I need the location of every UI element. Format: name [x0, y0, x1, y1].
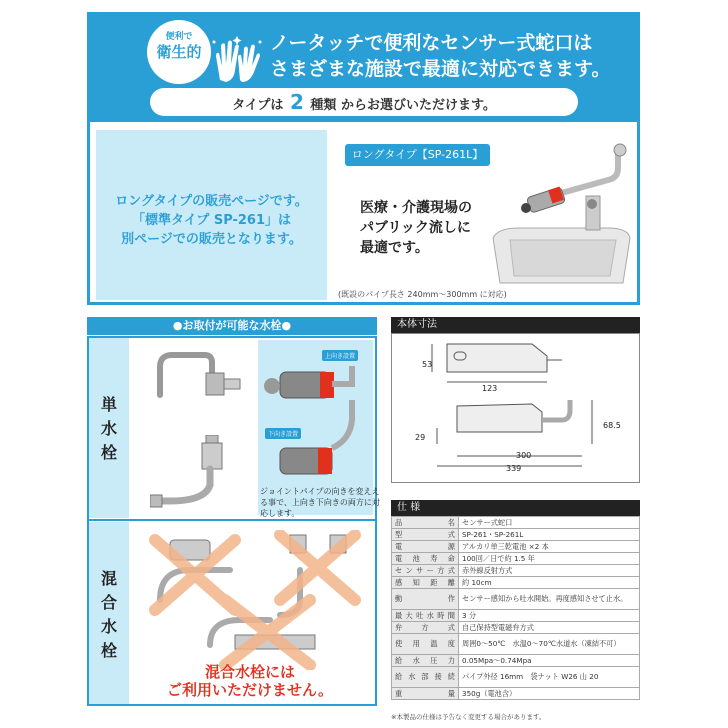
spec-row: [392, 517, 640, 529]
pill-before: タイプは: [232, 98, 284, 113]
spec-row: [392, 655, 640, 667]
hero-title-line1: ノータッチで便利なセンサー式蛇口は: [270, 32, 593, 54]
warn-line2: ご利用いただけません。: [167, 681, 333, 699]
spec-value: 350g（電池含）: [459, 688, 640, 700]
mixed-faucet-warning: [150, 663, 350, 699]
pill-after: 種類 からお選びいただけます。: [310, 98, 496, 113]
spec-value: 約 10cm: [459, 577, 640, 589]
spec-key: 品名: [392, 517, 459, 529]
down-mount-tag: 下向き設置: [265, 428, 301, 439]
dim-300: 300: [516, 451, 532, 460]
spec-row: [392, 541, 640, 553]
compatible-faucet-header: ●お取付が可能な水栓●: [87, 317, 377, 335]
dim-68-5: 68.5: [603, 421, 621, 430]
spec-value: 3 分: [459, 610, 640, 622]
badge-big-text: 衛生的: [156, 43, 202, 61]
warn-line1: 混合水栓には: [204, 663, 295, 681]
down-mount-illustration: [262, 400, 372, 485]
long-desc-line1: 医療・介護現場の: [360, 200, 472, 216]
spec-row: [392, 622, 640, 634]
mixed-faucet-illustration: [140, 530, 370, 670]
spec-row: [392, 634, 640, 655]
pill-number: 2: [289, 90, 304, 114]
spec-row: [392, 688, 640, 700]
spec-note: ※本製品の仕様は予告なく変更する場合があります。: [391, 713, 546, 721]
spec-table: [391, 516, 640, 700]
long-type-badge: ロングタイプ【SP-261L】: [345, 144, 490, 166]
spec-row: [392, 565, 640, 577]
spec-row: [392, 589, 640, 610]
long-type-description: [360, 198, 472, 258]
single-faucet-text: 単水栓: [100, 395, 117, 462]
spec-key: 感知距離: [392, 577, 459, 589]
spec-value: 赤外線反射方式: [459, 565, 640, 577]
spec-header: 仕 様: [391, 500, 640, 516]
dimensions-header: 本体寸法: [391, 317, 640, 333]
mixed-faucet-label: [89, 522, 129, 704]
info-line1: ロングタイプの販売ページです。: [115, 194, 308, 209]
spec-value: SP-261・SP-261L: [459, 529, 640, 541]
hands-icon: [210, 36, 265, 86]
spec-key: 給水部接続: [392, 667, 459, 688]
spec-row: [392, 610, 640, 622]
spec-key: 弁方式: [392, 622, 459, 634]
spec-key: 給水圧力: [392, 655, 459, 667]
hygiene-badge: [147, 20, 211, 84]
info-text: [96, 192, 327, 249]
section-divider: [89, 519, 375, 521]
spec-value: センサー式蛇口: [459, 517, 640, 529]
up-mount-tag: 上向き設置: [322, 350, 358, 361]
pipe-length-note: (既設のパイプ長さ 240mm〜300mm に対応): [338, 290, 507, 299]
spec-key: 重量: [392, 688, 459, 700]
long-desc-line3: 最適です。: [360, 240, 429, 256]
spec-row: [392, 667, 640, 688]
dim-29: 29: [415, 433, 426, 442]
dim-339: 339: [506, 464, 522, 473]
sink-faucet-illustration: [488, 138, 638, 288]
spec-key: 電源: [392, 541, 459, 553]
spec-value: 自己保持型電磁弁方式: [459, 622, 640, 634]
spec-value: 周囲0〜50℃ 水温0〜70℃水道水（凍結不可）: [459, 634, 640, 655]
spec-value: アルカリ単三乾電池 ×2 本: [459, 541, 640, 553]
spec-key: 使用温度: [392, 634, 459, 655]
info-line2: 「標準タイプ SP-261」は: [131, 213, 292, 228]
badge-small-text: 便利で: [165, 32, 193, 42]
spec-value: 100回／日で約 1.5 年: [459, 553, 640, 565]
spec-value: センサー感知から吐水開始。再度感知させて止水。: [459, 589, 640, 610]
long-desc-line2: パブリック流しに: [360, 220, 471, 236]
joint-pipe-note: ジョイントパイプの向きを変ええる事で、上向き下向きの両方に対応します。: [260, 487, 380, 518]
spec-row: [392, 577, 640, 589]
hero-title-line2: さまざまな施設で最適に対応できます。: [270, 58, 611, 80]
spec-key: 最大吐水時間: [392, 610, 459, 622]
single-faucet-label: [89, 338, 129, 518]
spec-row: [392, 553, 640, 565]
spec-value: パイプ外径 16mm 袋ナット W26 山 20: [459, 667, 640, 688]
spec-key: 型式: [392, 529, 459, 541]
info-line3: 別ページでの販売となります。: [121, 232, 302, 247]
spec-key: センサー方式: [392, 565, 459, 577]
spec-key: 電池寿命: [392, 553, 459, 565]
spec-key: 動作: [392, 589, 459, 610]
dim-53: 53: [422, 360, 433, 369]
spec-value: 0.05Mpa〜0.74Mpa: [459, 655, 640, 667]
hero-title: [270, 30, 610, 82]
type-count-pill: [150, 88, 578, 116]
mixed-faucet-text: 混合水栓: [100, 569, 117, 660]
single-faucet-lower-illustration: [150, 435, 250, 510]
dim-123: 123: [482, 384, 498, 393]
spec-row: [392, 529, 640, 541]
single-faucet-upper-illustration: [150, 345, 250, 405]
